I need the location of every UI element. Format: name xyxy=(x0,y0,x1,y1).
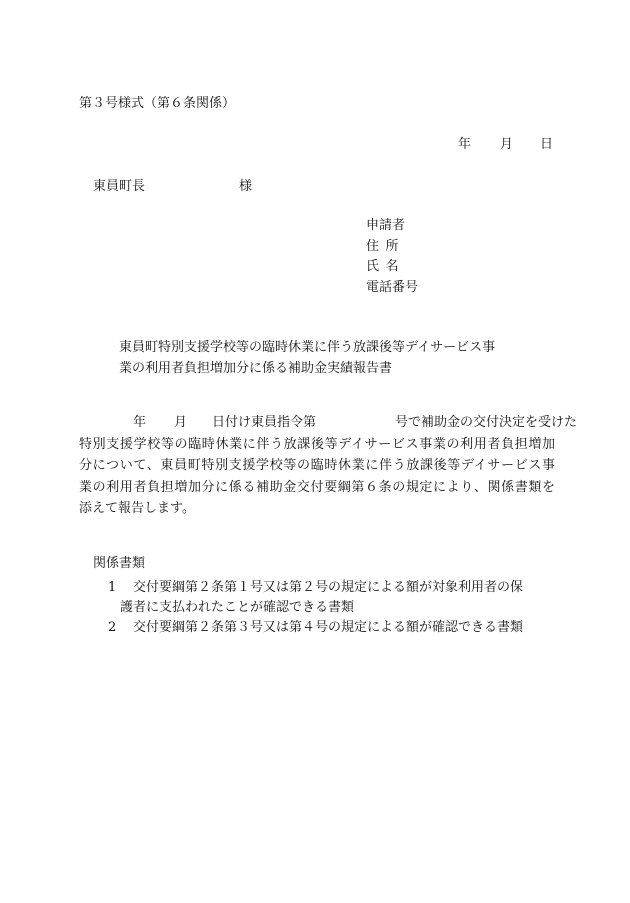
body-line-2: 特別支援学校等の臨時休業に伴う放課後等デイサービス事業の利用者負担増加 xyxy=(79,436,555,452)
body-line-3: 分について、東員町特別支援学校等の臨時休業に伴う放課後等デイサービス事 xyxy=(79,458,555,474)
body-line-1-end: 号で補助金の交付決定を受けた xyxy=(395,415,578,430)
date-year-label: 年 xyxy=(458,137,472,152)
body-paragraph xyxy=(79,412,578,520)
document-title xyxy=(119,338,495,379)
list-item-text: 交付要綱第２条第３号又は第４号の規定による額が確認できる書類 xyxy=(133,620,524,635)
applicant-block xyxy=(366,219,418,301)
body-line-4: 業の利用者負担増加分に係る補助金交付要綱第６条の規定により、関係書類を xyxy=(79,479,555,495)
date-month-label: 月 xyxy=(500,137,514,152)
body-line-1 xyxy=(79,412,578,434)
list-item-number: 2 xyxy=(108,620,117,635)
list-item-text-cont: 護者に支払われたことが確認できる書類 xyxy=(120,600,355,615)
list-item-number: 1 xyxy=(108,580,117,595)
title-line-2: 業の利用者負担増加分に係る補助金実績報告書 xyxy=(119,360,393,376)
name-label: 氏名 xyxy=(366,259,406,274)
body-month-label: 月 xyxy=(174,415,188,430)
body-year-label: 年 xyxy=(133,415,147,430)
date-line xyxy=(458,138,558,152)
documents-heading: 関係書類 xyxy=(93,556,146,571)
body-line-5: 添えて報告します。 xyxy=(79,501,195,517)
addressee-name: 東員町長 xyxy=(93,179,146,194)
address-label: 住所 xyxy=(366,238,406,254)
date-day-label: 日 xyxy=(540,137,554,152)
phone-label: 電話番号 xyxy=(366,279,419,295)
list-item-text: 交付要綱第２条第１号又は第２号の規定による額が対象利用者の保 xyxy=(133,580,524,595)
addressee xyxy=(93,180,263,194)
form-number: 第３号様式（第６条関係） xyxy=(79,96,236,111)
body-day-text: 日付け東員指令第 xyxy=(212,415,317,430)
addressee-honorific: 様 xyxy=(239,179,253,194)
title-line-1: 東員町特別支援学校等の臨時休業に伴う放課後等デイサービス事 xyxy=(119,340,496,355)
applicant-label: 申請者 xyxy=(366,218,406,233)
